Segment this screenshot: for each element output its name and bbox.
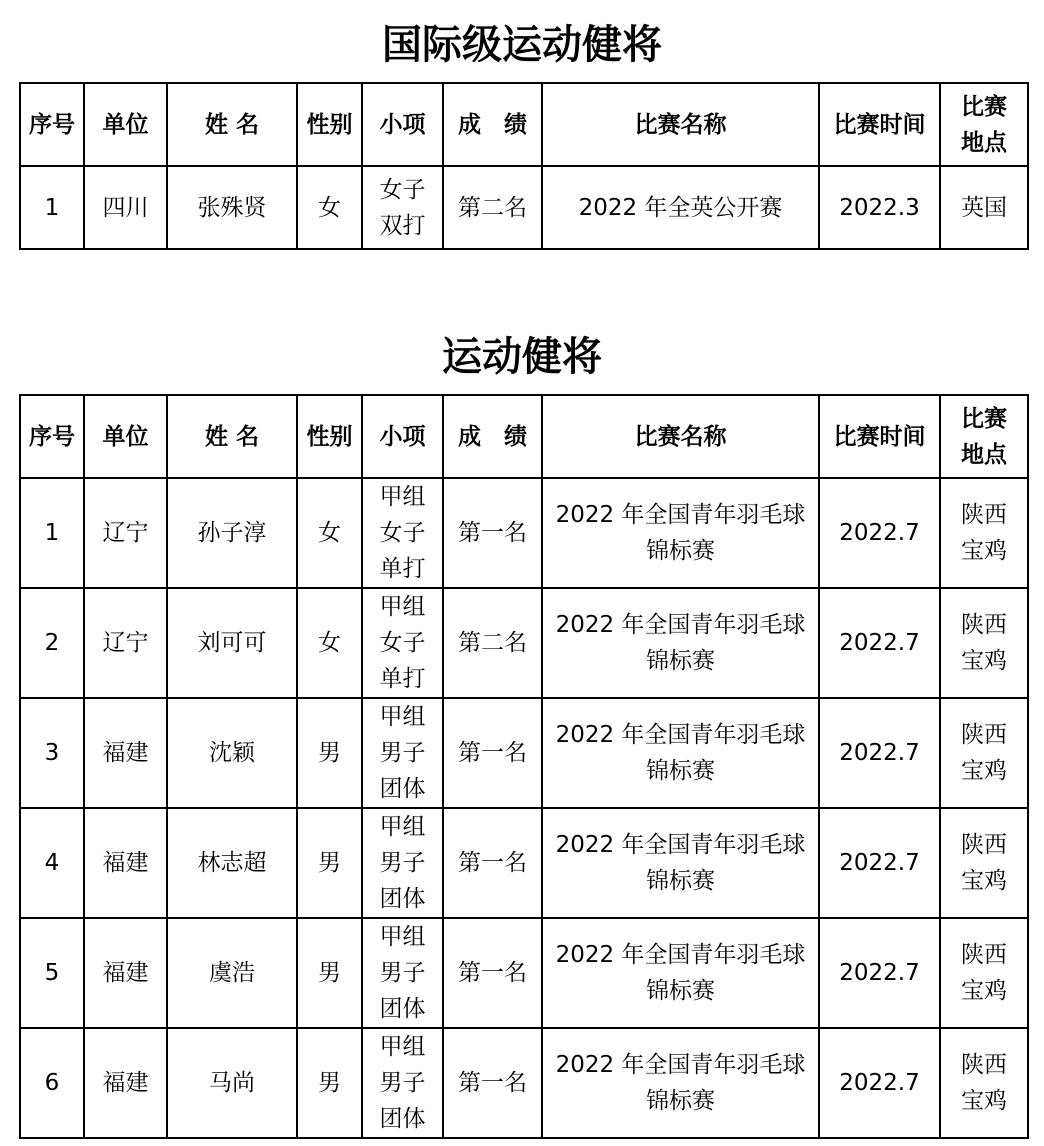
table-row (20, 698, 1028, 808)
cell-event: 甲组男子团体 (362, 808, 443, 918)
cell-name: 林志超 (167, 808, 297, 918)
header-time: 比赛时间 (819, 395, 940, 478)
cell-name: 孙子淳 (167, 478, 297, 588)
table-row (20, 478, 1028, 588)
international-master-table (19, 82, 1029, 250)
cell-time: 2022.7 (819, 588, 940, 698)
cell-gender: 女 (297, 166, 362, 249)
cell-venue: 陕西宝鸡 (940, 1028, 1028, 1138)
cell-result: 第一名 (443, 478, 542, 588)
cell-index: 6 (20, 1028, 84, 1138)
cell-venue: 陕西宝鸡 (940, 588, 1028, 698)
cell-unit: 辽宁 (84, 588, 167, 698)
cell-result: 第一名 (443, 918, 542, 1028)
cell-unit: 福建 (84, 918, 167, 1028)
cell-index: 5 (20, 918, 84, 1028)
cell-result: 第二名 (443, 166, 542, 249)
cell-name: 虞浩 (167, 918, 297, 1028)
cell-time: 2022.7 (819, 698, 940, 808)
cell-competition: 2022 年全国青年羽毛球锦标赛 (542, 808, 819, 918)
cell-competition: 2022 年全国青年羽毛球锦标赛 (542, 588, 819, 698)
cell-gender: 男 (297, 808, 362, 918)
cell-venue: 陕西宝鸡 (940, 698, 1028, 808)
section-title-master: 运动健将 (442, 334, 602, 380)
cell-name: 张殊贤 (167, 166, 297, 249)
master-table-body (20, 478, 1028, 1138)
header-competition: 比赛名称 (542, 395, 819, 478)
cell-event: 甲组男子团体 (362, 1028, 443, 1138)
cell-event: 甲组女子单打 (362, 478, 443, 588)
table-row (20, 1028, 1028, 1138)
header-name: 姓 名 (167, 83, 297, 166)
header-index: 序号 (20, 83, 84, 166)
header-gender: 性别 (297, 83, 362, 166)
cell-unit: 福建 (84, 808, 167, 918)
header-venue: 比赛地点 (940, 395, 1028, 478)
cell-competition: 2022 年全国青年羽毛球锦标赛 (542, 698, 819, 808)
cell-result: 第一名 (443, 1028, 542, 1138)
cell-venue: 陕西宝鸡 (940, 808, 1028, 918)
header-competition: 比赛名称 (542, 83, 819, 166)
cell-gender: 男 (297, 698, 362, 808)
header-venue: 比赛地点 (940, 83, 1028, 166)
cell-name: 刘可可 (167, 588, 297, 698)
cell-event: 甲组女子单打 (362, 588, 443, 698)
cell-event: 女子双打 (362, 166, 443, 249)
header-unit: 单位 (84, 395, 167, 478)
cell-venue: 英国 (940, 166, 1028, 249)
header-index: 序号 (20, 395, 84, 478)
header-event: 小项 (362, 83, 443, 166)
cell-time: 2022.7 (819, 808, 940, 918)
cell-gender: 女 (297, 478, 362, 588)
header-name: 姓 名 (167, 395, 297, 478)
cell-unit: 福建 (84, 698, 167, 808)
header-unit: 单位 (84, 83, 167, 166)
table-row (20, 918, 1028, 1028)
cell-competition: 2022 年全国青年羽毛球锦标赛 (542, 918, 819, 1028)
cell-time: 2022.7 (819, 1028, 940, 1138)
header-row (20, 395, 1028, 478)
cell-index: 1 (20, 166, 84, 249)
table-row (20, 588, 1028, 698)
cell-name: 马尚 (167, 1028, 297, 1138)
header-result: 成 绩 (443, 83, 542, 166)
section-title-international: 国际级运动健将 (382, 22, 662, 68)
cell-gender: 女 (297, 588, 362, 698)
cell-venue: 陕西宝鸡 (940, 478, 1028, 588)
cell-name: 沈颖 (167, 698, 297, 808)
cell-unit: 四川 (84, 166, 167, 249)
cell-time: 2022.7 (819, 478, 940, 588)
master-table (19, 394, 1029, 1139)
cell-index: 2 (20, 588, 84, 698)
cell-result: 第一名 (443, 698, 542, 808)
header-time: 比赛时间 (819, 83, 940, 166)
cell-competition: 2022 年全国青年羽毛球锦标赛 (542, 1028, 819, 1138)
cell-gender: 男 (297, 918, 362, 1028)
cell-unit: 辽宁 (84, 478, 167, 588)
table-row (20, 808, 1028, 918)
header-event: 小项 (362, 395, 443, 478)
table-row (20, 166, 1028, 249)
cell-event: 甲组男子团体 (362, 918, 443, 1028)
cell-result: 第一名 (443, 808, 542, 918)
cell-venue: 陕西宝鸡 (940, 918, 1028, 1028)
cell-index: 1 (20, 478, 84, 588)
cell-event: 甲组男子团体 (362, 698, 443, 808)
cell-result: 第二名 (443, 588, 542, 698)
cell-competition: 2022 年全英公开赛 (542, 166, 819, 249)
cell-competition: 2022 年全国青年羽毛球锦标赛 (542, 478, 819, 588)
header-gender: 性别 (297, 395, 362, 478)
header-row (20, 83, 1028, 166)
cell-index: 4 (20, 808, 84, 918)
cell-gender: 男 (297, 1028, 362, 1138)
header-result: 成 绩 (443, 395, 542, 478)
cell-unit: 福建 (84, 1028, 167, 1138)
cell-index: 3 (20, 698, 84, 808)
cell-time: 2022.3 (819, 166, 940, 249)
cell-time: 2022.7 (819, 918, 940, 1028)
